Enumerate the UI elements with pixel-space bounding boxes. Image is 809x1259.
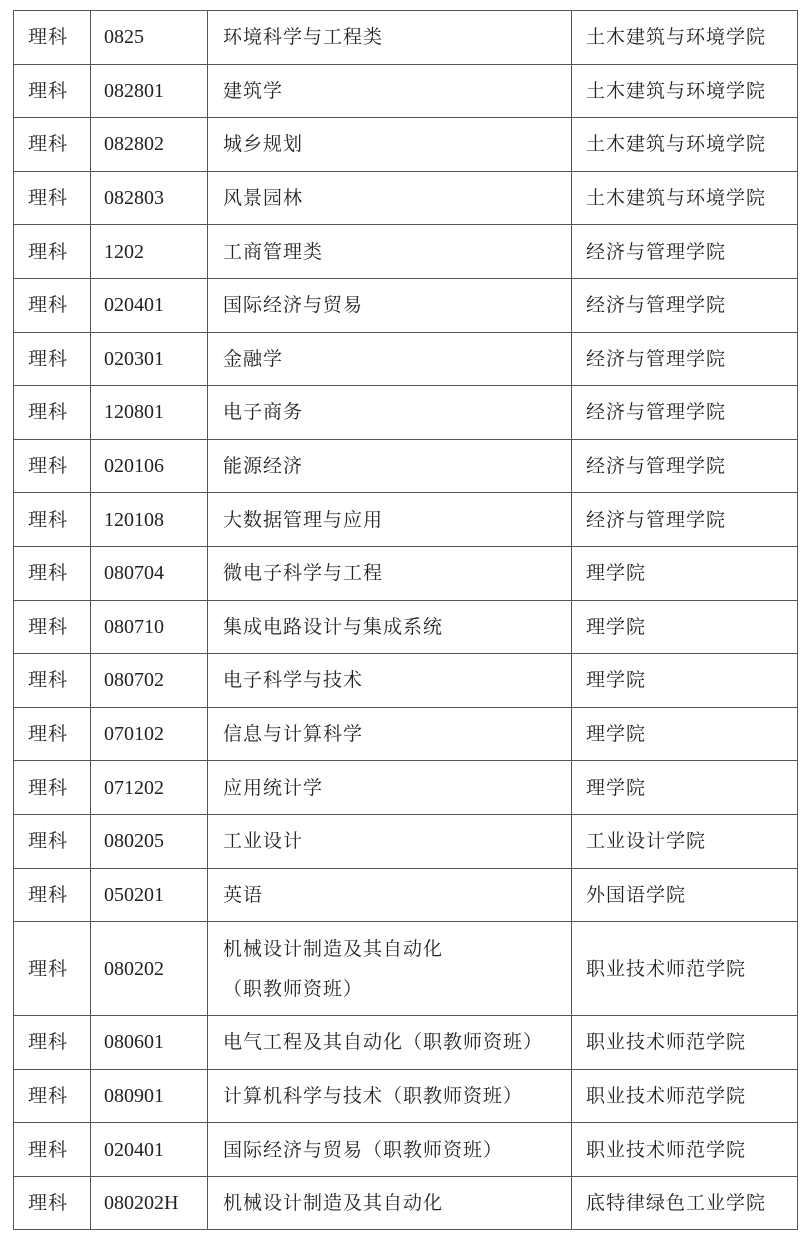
major-name-cell xyxy=(208,171,572,225)
subject-type-cell: 理科 xyxy=(14,493,91,547)
table-row xyxy=(14,1123,798,1177)
college-cell: 经济与管理学院 xyxy=(572,386,798,440)
major-code-cell: 080205 xyxy=(91,814,208,868)
major-name-text: 电子商务 xyxy=(223,401,304,424)
college-cell: 职业技术师范学院 xyxy=(572,1016,798,1070)
major-code-cell: 020401 xyxy=(91,278,208,332)
subject-type-cell: 理科 xyxy=(14,707,91,761)
college-cell: 底特律绿色工业学院 xyxy=(572,1176,798,1230)
college-cell: 理学院 xyxy=(572,546,798,600)
major-code-cell: 082801 xyxy=(91,64,208,118)
major-name-cell xyxy=(208,1016,572,1070)
table-row xyxy=(14,278,798,332)
major-name-cell xyxy=(208,64,572,118)
college-cell: 土木建筑与环境学院 xyxy=(572,171,798,225)
subject-type-cell: 理科 xyxy=(14,922,91,1016)
college-cell: 理学院 xyxy=(572,654,798,708)
major-code-cell: 080704 xyxy=(91,546,208,600)
major-name-cell xyxy=(208,493,572,547)
major-name-cell xyxy=(208,225,572,279)
table-row xyxy=(14,332,798,386)
college-cell: 经济与管理学院 xyxy=(572,439,798,493)
table-row xyxy=(14,1016,798,1070)
table-row xyxy=(14,546,798,600)
college-cell: 理学院 xyxy=(572,600,798,654)
major-name-cell xyxy=(208,1069,572,1123)
major-code-cell: 020106 xyxy=(91,439,208,493)
table-row xyxy=(14,225,798,279)
subject-type-cell: 理科 xyxy=(14,1069,91,1123)
major-code-cell: 080601 xyxy=(91,1016,208,1070)
college-cell: 土木建筑与环境学院 xyxy=(572,11,798,65)
table-row xyxy=(14,11,798,65)
major-code-cell: 071202 xyxy=(91,761,208,815)
college-cell: 经济与管理学院 xyxy=(572,332,798,386)
major-code-cell: 082803 xyxy=(91,171,208,225)
major-name-cell xyxy=(208,1123,572,1177)
college-cell: 经济与管理学院 xyxy=(572,278,798,332)
major-code-cell: 080202H xyxy=(91,1176,208,1230)
college-cell: 经济与管理学院 xyxy=(572,493,798,547)
major-name-cell xyxy=(208,922,572,1016)
major-name-text: 微电子科学与工程 xyxy=(223,562,384,585)
major-name-text: 机械设计制造及其自动化 xyxy=(223,1192,444,1215)
table-row xyxy=(14,386,798,440)
table-row xyxy=(14,493,798,547)
subject-type-cell: 理科 xyxy=(14,171,91,225)
major-code-cell: 020301 xyxy=(91,332,208,386)
table-row xyxy=(14,171,798,225)
college-cell: 职业技术师范学院 xyxy=(572,1123,798,1177)
major-name-cell xyxy=(208,439,572,493)
college-cell: 外国语学院 xyxy=(572,868,798,922)
major-code-cell: 080702 xyxy=(91,654,208,708)
major-code-cell: 082802 xyxy=(91,118,208,172)
major-name-cell xyxy=(208,118,572,172)
major-name-cell xyxy=(208,707,572,761)
major-name-cell xyxy=(208,278,572,332)
subject-type-cell: 理科 xyxy=(14,546,91,600)
table-row xyxy=(14,922,798,1016)
subject-type-cell: 理科 xyxy=(14,332,91,386)
major-name-cell xyxy=(208,868,572,922)
subject-type-cell: 理科 xyxy=(14,1016,91,1070)
college-cell: 理学院 xyxy=(572,707,798,761)
major-name-cell xyxy=(208,11,572,65)
major-name-text: 国际经济与贸易（职教师资班） xyxy=(223,1138,504,1161)
major-name-cell xyxy=(208,332,572,386)
major-name-cell xyxy=(208,546,572,600)
major-code-cell: 080202 xyxy=(91,922,208,1016)
major-name-text: 机械设计制造及其自动化 xyxy=(223,937,444,960)
major-name-text: 金融学 xyxy=(223,347,284,370)
subject-type-cell: 理科 xyxy=(14,654,91,708)
college-cell: 土木建筑与环境学院 xyxy=(572,64,798,118)
major-name-text: 电气工程及其自动化（职教师资班） xyxy=(223,1031,544,1054)
major-code-cell: 070102 xyxy=(91,707,208,761)
college-cell: 经济与管理学院 xyxy=(572,225,798,279)
table-row xyxy=(14,439,798,493)
college-cell: 职业技术师范学院 xyxy=(572,922,798,1016)
major-name-cell xyxy=(208,761,572,815)
table-body xyxy=(14,11,798,1230)
major-name-text: 风景园林 xyxy=(223,187,304,210)
college-cell: 工业设计学院 xyxy=(572,814,798,868)
major-name-text: 大数据管理与应用 xyxy=(223,508,384,531)
subject-type-cell: 理科 xyxy=(14,1123,91,1177)
major-name-cell xyxy=(208,600,572,654)
table-row xyxy=(14,707,798,761)
subject-type-cell: 理科 xyxy=(14,600,91,654)
major-name-text: 信息与计算科学 xyxy=(223,723,364,746)
major-name-text: （职教师资班） xyxy=(223,977,364,1000)
major-name-text: 应用统计学 xyxy=(223,776,324,799)
subject-type-cell: 理科 xyxy=(14,118,91,172)
college-cell: 土木建筑与环境学院 xyxy=(572,118,798,172)
major-name-text: 工商管理类 xyxy=(223,240,324,263)
major-code-cell: 050201 xyxy=(91,868,208,922)
major-code-cell: 020401 xyxy=(91,1123,208,1177)
subject-type-cell: 理科 xyxy=(14,439,91,493)
major-name-text: 环境科学与工程类 xyxy=(223,26,384,49)
major-code-cell: 080901 xyxy=(91,1069,208,1123)
major-code-cell: 080710 xyxy=(91,600,208,654)
table-row xyxy=(14,761,798,815)
majors-table-container xyxy=(13,10,797,1230)
subject-type-cell: 理科 xyxy=(14,868,91,922)
major-name-text: 工业设计 xyxy=(223,830,304,853)
subject-type-cell: 理科 xyxy=(14,64,91,118)
table-row xyxy=(14,814,798,868)
table-row xyxy=(14,118,798,172)
major-code-cell: 120108 xyxy=(91,493,208,547)
major-name-text: 国际经济与贸易 xyxy=(223,294,364,317)
table-row xyxy=(14,1176,798,1230)
major-name-text: 城乡规划 xyxy=(223,133,304,156)
table-row xyxy=(14,868,798,922)
major-name-cell xyxy=(208,1176,572,1230)
major-name-cell xyxy=(208,386,572,440)
major-name-text: 集成电路设计与集成系统 xyxy=(223,615,444,638)
major-name-text: 英语 xyxy=(223,883,264,906)
major-name-text: 能源经济 xyxy=(223,455,304,478)
subject-type-cell: 理科 xyxy=(14,1176,91,1230)
major-name-cell xyxy=(208,654,572,708)
major-name-text: 电子科学与技术 xyxy=(223,669,364,692)
major-code-cell: 120801 xyxy=(91,386,208,440)
major-name-text: 建筑学 xyxy=(223,79,284,102)
table-row xyxy=(14,1069,798,1123)
college-cell: 理学院 xyxy=(572,761,798,815)
major-code-cell: 1202 xyxy=(91,225,208,279)
major-name-text: 计算机科学与技术（职教师资班） xyxy=(223,1084,524,1107)
subject-type-cell: 理科 xyxy=(14,225,91,279)
major-code-cell: 0825 xyxy=(91,11,208,65)
major-name-cell xyxy=(208,814,572,868)
majors-table xyxy=(13,10,798,1230)
table-row xyxy=(14,654,798,708)
subject-type-cell: 理科 xyxy=(14,814,91,868)
subject-type-cell: 理科 xyxy=(14,761,91,815)
college-cell: 职业技术师范学院 xyxy=(572,1069,798,1123)
table-row xyxy=(14,64,798,118)
subject-type-cell: 理科 xyxy=(14,11,91,65)
subject-type-cell: 理科 xyxy=(14,386,91,440)
subject-type-cell: 理科 xyxy=(14,278,91,332)
table-row xyxy=(14,600,798,654)
